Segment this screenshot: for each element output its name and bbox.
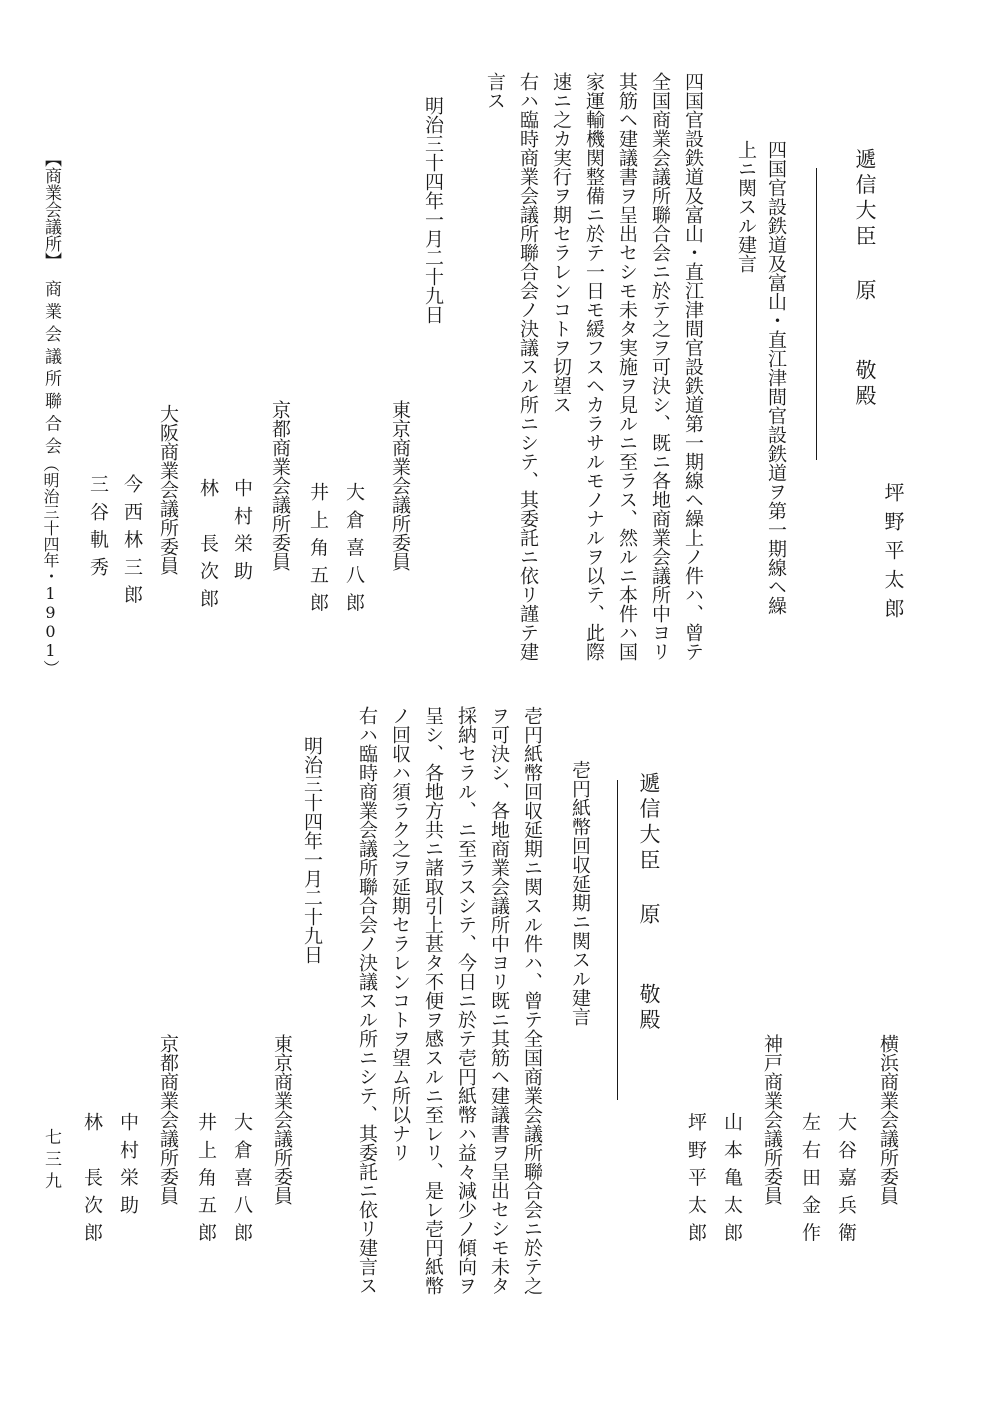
- doc1-group-name: 大倉喜八郎: [343, 482, 365, 620]
- doc1-body-line: 家運輸機関整備ニ於テ一日モ緩フスヘカラサルモノナルヲ以テ、此際: [583, 72, 605, 661]
- doc2-group-label: 京都商業会議所委員: [157, 1034, 179, 1205]
- doc2-group-name: 坪野平太郎: [685, 1112, 707, 1250]
- doc1-divider: [816, 168, 817, 460]
- running-header-year: （明治三十四年・1901）: [41, 456, 60, 676]
- doc1-body-line: 其筋ヘ建議書ヲ呈出セシモ未タ実施ヲ見ルニ至ラス、然ルニ本件ハ国: [616, 72, 638, 661]
- doc1-group-label: 東京商業会議所委員: [389, 400, 411, 571]
- doc2-date: 明治三十四年一月二十九日: [301, 736, 323, 964]
- doc2-body-line: 壱円紙幣回収延期ニ関スル件ハ、曾テ全国商業会議所聯合会ニ於テ之: [521, 706, 543, 1295]
- doc2-group-label: 東京商業会議所委員: [271, 1034, 293, 1205]
- doc1-body-line: 速ニ之カ実行ヲ期セラレンコトヲ切望ス: [550, 72, 572, 414]
- doc2-divider: [617, 780, 618, 1100]
- doc2-body-line: ヲ可決シ、各地商業会議所中ヨリ既ニ其筋ヘ建議書ヲ呈出セシモ未タ: [488, 706, 510, 1295]
- doc2-group-name: 左右田金作: [799, 1112, 821, 1250]
- doc2-title: 壱円紙幣回収延期ニ関スル建言: [569, 760, 591, 1026]
- doc1-body-line: 右ハ臨時商業会議所聯合会ノ決議スル所ニシテ、其委託ニ依リ謹テ建: [517, 72, 539, 661]
- doc1-group-name: 林 長次郎: [197, 478, 219, 616]
- doc1-group-name: 井上角五郎: [307, 482, 329, 620]
- doc2-body-line: 右ハ臨時商業会議所聯合会ノ決議スル所ニシテ、其委託ニ依リ建言ス: [356, 706, 378, 1295]
- doc2-group-name: 大倉喜八郎: [231, 1112, 253, 1250]
- doc2-group-name: 井上角五郎: [195, 1112, 217, 1250]
- doc1-sender: 坪野平太郎: [881, 482, 905, 627]
- doc1-group-name: 三谷軌秀: [87, 474, 109, 585]
- doc2-group-label: 横浜商業会議所委員: [877, 1034, 899, 1205]
- doc1-group-name: 今西林三郎: [121, 474, 143, 612]
- doc1-date: 明治三十四年一月二十九日: [422, 96, 444, 324]
- doc2-group-name: 大谷嘉兵衛: [835, 1112, 857, 1250]
- doc2-group-name: 林 長次郎: [81, 1112, 103, 1250]
- doc2-body-line: ノ回収ハ須ラク之ヲ延期セラレンコトヲ望ム所以ナリ: [389, 706, 411, 1162]
- doc1-addressee: 遞信大臣 原 敬殿: [853, 148, 877, 411]
- doc1-title-line1: 四国官設鉄道及富山・直江津間官設鉄道ヲ第一期線ヘ繰: [765, 140, 787, 615]
- doc2-body-line: 呈シ、各地方共ニ諸取引上甚タ不便ヲ感スルニ至レリ、是レ壱円紙幣: [422, 706, 444, 1295]
- running-header-section: 【商業会議所】: [41, 150, 61, 269]
- doc2-group-name: 山本亀太郎: [721, 1112, 743, 1250]
- doc1-group-label: 大阪商業会議所委員: [157, 404, 179, 575]
- doc1-group-label: 京都商業会議所委員: [269, 400, 291, 571]
- doc2-group-label: 神戸商業会議所委員: [761, 1034, 783, 1205]
- page-number: 七三九: [41, 1128, 61, 1195]
- doc1-title-line2: 上ニ関スル建言: [735, 140, 757, 273]
- doc1-body-line: 言ス: [484, 72, 506, 110]
- doc2-group-name: 中村栄助: [117, 1112, 139, 1223]
- doc1-body-line: 四国官設鉄道及富山・直江津間官設鉄道第一期線ヘ繰上ノ件ハ、曾テ: [682, 72, 704, 661]
- running-header-title: 商業会議所聯合会: [41, 280, 61, 460]
- doc2-addressee: 遞信大臣 原 敬殿: [637, 772, 661, 1035]
- doc1-body-line: 全国商業会議所聯合会ニ於テ之ヲ可決シ、既ニ各地商業会議所中ヨリ: [649, 72, 671, 661]
- doc2-body-line: 採納セラル、ニ至ラスシテ、今日ニ於テ壱円紙幣ハ益々減少ノ傾向ヲ: [455, 706, 477, 1295]
- doc1-group-name: 中村栄助: [231, 478, 253, 589]
